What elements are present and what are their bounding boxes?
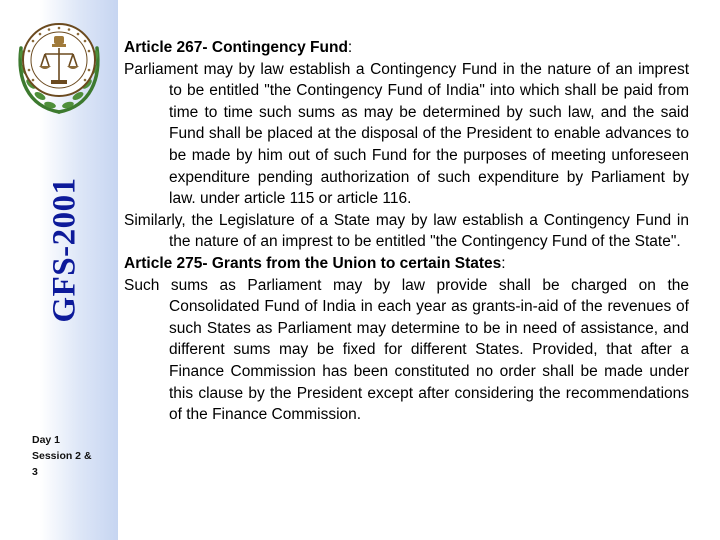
paragraph: Such sums as Parliament may by law provide shall be charged on the Consolidated Fund of India in each year as grants-in-aid of the revenues of such States as Parliament may determine to be in need of assistance, and different sums may be fixed for different States. Provided, that after a Finance Commission has been constituted no order shall be made under this clause by the President except after considering the recommendations of the Finance Commission.	[124, 276, 689, 424]
paragraph: Similarly, the Legislature of a State may by law establish a Contingency Fund in the nature of an imprest to be entitled "the Contingency Fund of the State".	[124, 211, 689, 251]
slide-body	[124, 37, 689, 426]
article-heading-text: Article 267- Contingency Fund	[124, 39, 348, 56]
article-heading	[124, 37, 689, 59]
session-line: 3	[32, 466, 38, 478]
session-info	[32, 432, 114, 480]
session-line: Day 1	[32, 434, 61, 446]
article-heading-text: Article 275- Grants from the Union to certain States	[124, 254, 502, 272]
heading-colon: :	[501, 254, 506, 272]
sidebar	[0, 0, 118, 540]
heading-colon: :	[347, 39, 353, 56]
article-heading	[124, 253, 689, 275]
paragraph: Parliament may by law establish a Contingency Fund in the nature of an imprest to be entitled "the Contingency Fund of India" into which shall be paid from time to time such sums as may be determined by such law, and the said Fund shall be placed at the disposal of the President to enable advances to be made by him out of such Fund for the purposes of meeting unforeseen expenditure pending authorization of such expenditure by Parliament by law. under article 115 or article 116.	[124, 60, 689, 208]
session-line: Session 2 &	[32, 450, 92, 462]
sidebar-title: GFS-2001	[46, 177, 83, 323]
cag-emblem-seal-icon	[13, 8, 105, 118]
